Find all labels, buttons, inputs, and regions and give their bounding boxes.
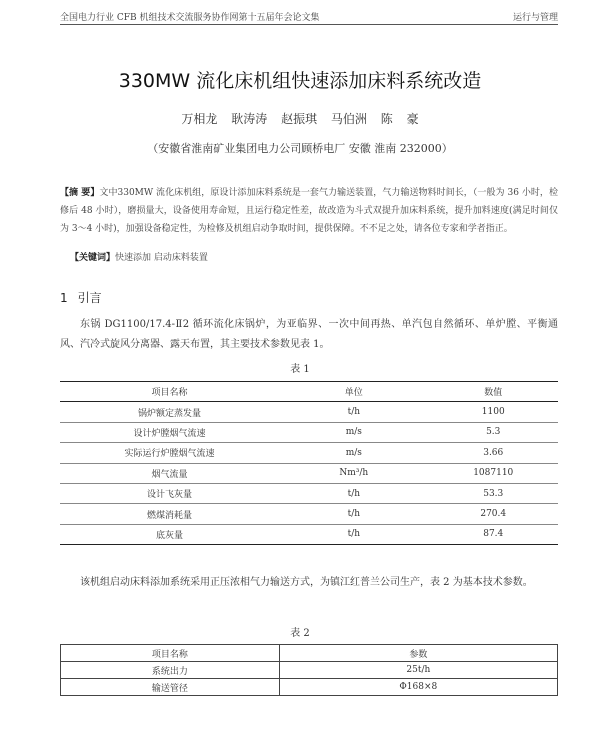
- abstract-text: 文中330MW 流化床机组，原设计添加床料系统是一套气力输送装置，气力输送物料时间长，（一般为 36 小时，检修后 48 小时），磨损量大，设备使用寿命短，且运行稳定性差，故改造为斗式双提升加床料系统，提升加料速度(满足时间仅为 3～4 小时)，加强设备稳定性，为检修及机组启动争取时间，提供保障。不不足之处，请各位专家和学者指正。: [60, 188, 558, 234]
- table-cell: 3.66: [429, 443, 559, 463]
- keywords-text: 快速添加 启动床料装置: [115, 253, 208, 263]
- table-cell: m/s: [279, 443, 428, 463]
- boiler-parameters-table: [60, 381, 558, 545]
- author: 万相龙: [181, 112, 218, 126]
- table-cell: 1087110: [429, 463, 559, 483]
- paper-title: 330MW 流化床机组快速添加床料系统改造: [118, 70, 482, 92]
- table-cell: 系统出力: [61, 662, 280, 679]
- table-cell: 270.4: [429, 504, 559, 524]
- table-caption: 表 2: [290, 628, 310, 639]
- keywords: [70, 250, 558, 263]
- table-cell: 87.4: [483, 529, 504, 540]
- table-row: [61, 679, 558, 696]
- table-cell: Φ168×8: [279, 679, 557, 696]
- table-row: [60, 443, 558, 463]
- abstract-label: 【摘 要】: [60, 188, 100, 198]
- table-row: [60, 463, 558, 483]
- table-cell: 燃煤消耗量: [60, 504, 279, 524]
- table-cell: 实际运行炉膛烟气流速: [60, 443, 279, 463]
- table-cell: 1100: [429, 402, 559, 422]
- table-row: [61, 662, 558, 679]
- table-cell: Nm³/h: [279, 463, 428, 483]
- table-header-row: [60, 382, 558, 402]
- section-title: 引言: [77, 291, 102, 305]
- header-right: 运行与管理: [512, 13, 558, 23]
- keywords-label: 【关键词】: [70, 253, 116, 263]
- table-cell: 锅炉额定蒸发量: [60, 402, 279, 422]
- author: 马伯洲: [330, 112, 367, 126]
- table-row: [60, 422, 558, 442]
- table-row: [60, 483, 558, 503]
- table-header-cell: 项目名称: [60, 382, 279, 402]
- table-cell: 25t/h: [279, 662, 557, 679]
- author: 耿涛涛: [231, 112, 268, 126]
- table-cell: t/h: [279, 402, 428, 422]
- table-header-row: [61, 645, 558, 662]
- table-cell: t/h: [279, 504, 428, 524]
- feed-system-parameters-table: [60, 644, 558, 696]
- section-heading: [60, 289, 102, 306]
- table-cell: 设计飞灰量: [60, 483, 279, 503]
- table-cell: 底灰量: [156, 530, 184, 541]
- author-list: [0, 110, 600, 127]
- table-caption: 表 1: [290, 364, 310, 375]
- abstract: [60, 184, 558, 238]
- table-header-cell: 单位: [279, 382, 428, 402]
- table-cell: 输送管径: [61, 679, 280, 696]
- running-header: [60, 10, 558, 25]
- header-left: 全国电力行业 CFB 机组技术交流服务协作网第十五届年会论文集: [60, 13, 320, 23]
- table-cell: 5.3: [429, 422, 559, 442]
- table-cell: 53.3: [429, 483, 559, 503]
- table-header-cell: 参数: [279, 645, 557, 662]
- table-cell: m/s: [279, 422, 428, 442]
- table-cell: 烟气流量: [60, 463, 279, 483]
- author: 赵振琪: [281, 112, 318, 126]
- table-header-cell: 数值: [429, 382, 559, 402]
- table-row: [60, 524, 558, 544]
- table-header-cell: 项目名称: [61, 645, 280, 662]
- table-row: [60, 402, 558, 422]
- table-cell: t/h: [279, 483, 428, 503]
- body-paragraph: 东锅 DG1100/17.4-Ⅱ2 循环流化床锅炉，为亚临界、一次中间再热、单汽包自然循环、单炉膛、平衡通风、汽冷式旋风分离器、露天布置，其主要技术参数见表 1。: [60, 319, 558, 350]
- affiliation: （安徽省淮南矿业集团电力公司顾桥电厂 安徽 淮南 232000）: [147, 142, 453, 155]
- table-cell: t/h: [347, 529, 361, 540]
- table-cell: 设计炉膛烟气流速: [60, 422, 279, 442]
- body-paragraph: 该机组启动床料添加系统采用正压浓相气力输送方式，为镇江红普兰公司生产，表 2 为基本技术参数。: [80, 577, 533, 588]
- section-number: 1: [60, 291, 68, 305]
- table-row: [60, 504, 558, 524]
- author: 陈 豪: [380, 112, 419, 126]
